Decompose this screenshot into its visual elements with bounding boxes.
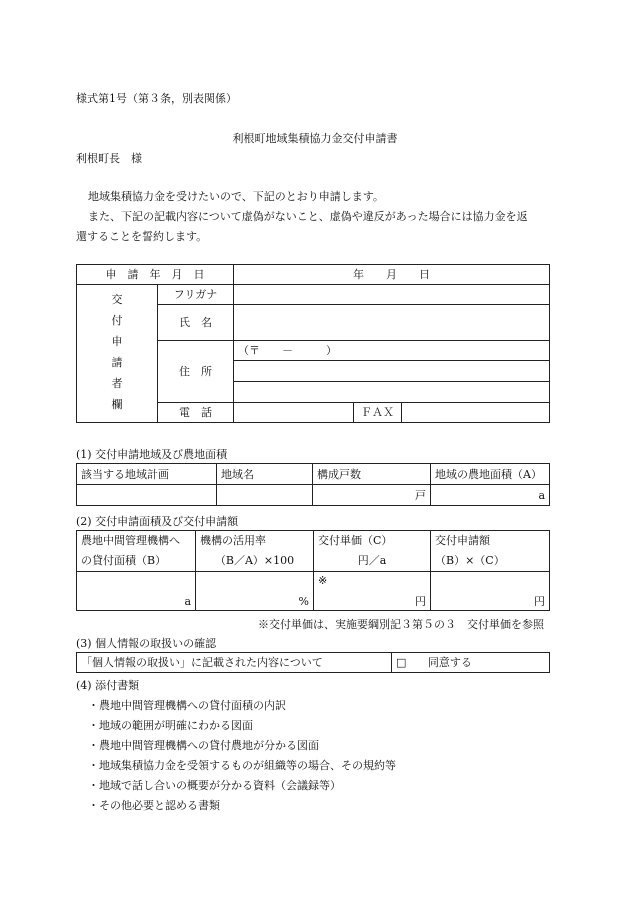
unit-price-unit: 円 — [415, 595, 426, 608]
unit-price-note-mark: ※ — [318, 574, 328, 587]
applicant-section-label: 交 付 申 請 者 欄 — [77, 285, 158, 423]
agree-checkbox[interactable]: □ — [396, 656, 407, 669]
amount-header-lease-area: 農地中間管理機構へ の貸付面積（B） — [77, 531, 196, 572]
application-date-field[interactable]: 年 月 日 — [234, 265, 550, 285]
lease-area-field[interactable]: a — [77, 572, 196, 611]
address-line-1-field[interactable] — [234, 361, 550, 382]
address-line-2-field[interactable] — [234, 382, 550, 403]
fax-label: ＦＡＸ — [354, 403, 402, 423]
section-2-heading: (2) 交付申請面積及び交付申請額 — [76, 515, 239, 528]
unit-price-footnote: ※交付単価は、実施要綱別記３第５の３ 交付単価を参照 — [258, 618, 544, 631]
area-table-header-households: 構成戸数 — [313, 464, 431, 485]
area-table-header-farmland: 地域の農地面積（A） — [431, 464, 550, 485]
privacy-table — [76, 652, 550, 673]
document-title: 利根町地域集積協力金交付申請書 — [232, 132, 398, 145]
area-plan-field[interactable] — [77, 485, 217, 506]
area-households-field[interactable]: 戸 — [313, 485, 431, 506]
total-amount-field[interactable]: 円 — [431, 572, 550, 611]
unit-price-field[interactable] — [314, 572, 431, 611]
area-table-header-plan: 該当する地域計画 — [77, 464, 217, 485]
area-table — [76, 463, 550, 506]
name-label: 氏 名 — [158, 305, 234, 341]
utilization-rate-field[interactable]: % — [196, 572, 314, 611]
area-farmland-field[interactable]: a — [431, 485, 550, 506]
intro-line-1: 地域集積協力金を受けたいので、下記のとおり申請します。 — [88, 190, 384, 203]
attachment-item: ・地域で話し合いの概要が分かる資料（会議録等） — [88, 779, 341, 792]
application-date-label: 申 請 年 月 日 — [77, 265, 234, 285]
postal-code-field[interactable]: （〒 － ） — [234, 341, 550, 361]
amount-header-utilization: 機構の活用率 （B／A）×100 — [196, 531, 314, 572]
attachment-item: ・農地中間管理機構への貸付面積の内訳 — [88, 699, 286, 712]
furigana-field[interactable] — [234, 285, 550, 305]
attachment-item: ・地域集積協力金を受領するものが組織等の場合、その規約等 — [88, 759, 396, 772]
applicant-table — [76, 264, 550, 423]
amount-header-unit-price: 交付単価（C） 円／a — [314, 531, 431, 572]
phone-label: 電 話 — [158, 403, 234, 423]
form-number: 様式第1号（第３条，別表関係） — [76, 92, 237, 105]
attachment-item: ・地域の範囲が明確にわかる図面 — [88, 719, 253, 732]
phone-field[interactable] — [234, 403, 354, 423]
fax-field[interactable] — [402, 403, 550, 423]
attachment-item: ・農地中間管理機構への貸付農地が分かる図面 — [88, 739, 319, 752]
amount-table — [76, 530, 550, 611]
area-region-field[interactable] — [217, 485, 313, 506]
section-3-heading: (3) 個人情報の取扱いの確認 — [76, 637, 217, 650]
section-1-heading: (1) 交付申請地域及び農地面積 — [76, 448, 228, 461]
privacy-statement: 「個人情報の取扱い」に記載された内容について — [77, 653, 392, 673]
addressee: 利根町長 様 — [76, 152, 142, 165]
furigana-label: フリガナ — [158, 285, 234, 305]
address-label: 住 所 — [158, 341, 234, 403]
section-4-heading: (4) 添付書類 — [76, 679, 140, 692]
area-table-header-region: 地域名 — [217, 464, 313, 485]
intro-line-3: 還することを誓約します。 — [76, 230, 208, 243]
amount-header-total: 交付申請額 （B）×（C） — [431, 531, 550, 572]
intro-line-2: また、下記の記載内容について虚偽がないこと、虚偽や違反があった場合には協力金を返 — [88, 210, 528, 223]
name-field[interactable] — [234, 305, 550, 341]
privacy-consent-cell[interactable] — [392, 653, 550, 673]
agree-label: 同意する — [427, 656, 472, 669]
attachment-item: ・その他必要と認める書類 — [88, 799, 220, 812]
